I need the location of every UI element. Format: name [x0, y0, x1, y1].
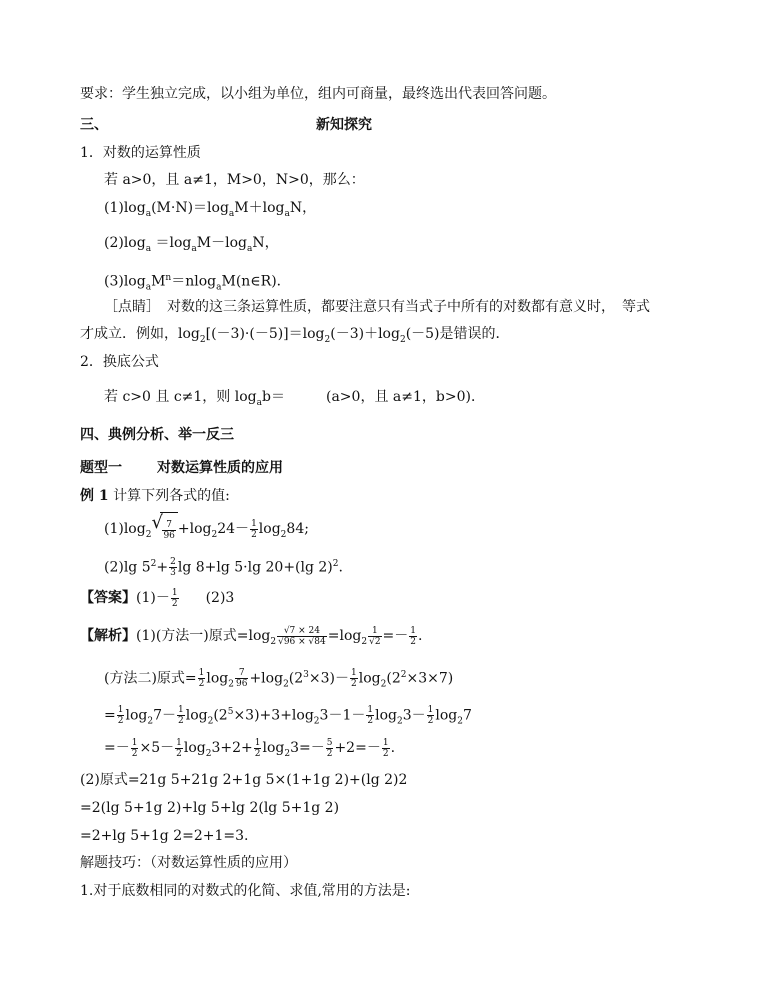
- analysis-line-2: (方法二)原式= $\frac{1}{2}$ $\log_2$ $\frac{7}{96}$ $+\log_2(2^3\times 3)-$ $\frac{1}{2}$ $\log_2(2^2\times 3\times 7)$: [104, 668, 454, 690]
- item1-title: 1．对数的运算性质: [80, 145, 201, 161]
- answer-line: 【答案】(1)－ $\frac{1}{2}$ (2)3: [80, 587, 235, 609]
- note-line-1: ［点睛］ 对数的这三条运算性质，都要注意只有当式子中所有的对数都有意义时， 等式: [104, 299, 650, 315]
- property-3: $(3)\log_aM^n=nlog_aM(n\in R)$．: [104, 273, 291, 293]
- item2-title: 2．换底公式: [80, 354, 159, 370]
- section3-title: 新知探究: [316, 117, 372, 133]
- change-of-base-formula: 若 c>0 且 c≠1，则 $\log_ab=$: [104, 389, 285, 408]
- type1-label: 题型一: [80, 460, 122, 476]
- section3-num: 三、: [80, 117, 108, 133]
- change-of-base-condition: (a>0，且 a≠1，b>0)．: [326, 389, 485, 405]
- tips-title: 解题技巧：（对数运算性质的应用）: [80, 855, 297, 871]
- type1-title: 对数运算性质的应用: [157, 460, 283, 476]
- property-2: $(2)\log_a =\log_aM-\log_aN$，: [104, 235, 279, 254]
- property-1: $(1)\log_a(M\cdot N)=\log_aM+\log_aN$，: [104, 200, 317, 219]
- example1-q1: $(1)\log_2$ √ $\frac{7}{96}$ $+\log_224-$ $\frac{1}{2}$ $\log_284$;: [104, 512, 309, 551]
- analysis-line-4: =－ $\frac{1}{2}$ ×5－ $\frac{1}{2}$ $\log_23+2+$ $\frac{1}{2}$ $\log_23=-$ $\frac{5}{2}$ +2=－ $\frac{1}{2}$ .: [104, 737, 396, 759]
- analysis-line-3: = $\frac{1}{2}$ $\log_27-$ $\frac{1}{2}$ $\log_2(2^5\times 3)+3+\log_23-1-$ $\frac{1}{2}$ $\log_23-$ $\frac{1}{2}$ $\log_27$: [104, 705, 472, 727]
- tips-item-1: 1.对于底数相同的对数式的化简、求值,常用的方法是:: [80, 883, 411, 899]
- analysis-line-7: =2+lg 5+1g 2=2+1=3.: [80, 828, 249, 844]
- analysis-line-1: 【解析】(1)(方法一)原式$=\log_2$ $\frac{√7 \times 24}{√96 \times √84}$ $=\log_2$ $\frac{1}{√2}$ =－ $\frac{1}{2}$ .: [80, 625, 423, 647]
- note-line-2: 才成立．例如，$\log_2[(-3)\cdot(-5)]=\log_2(-3)+\log_2(-5)$是错误的．: [80, 326, 510, 345]
- requirement-text: 要求：学生独立完成，以小组为单位，组内可商量，最终选出代表回答问题。: [80, 86, 556, 102]
- example1-heading: 例 1 计算下列各式的值:: [80, 488, 230, 504]
- analysis-line-5: (2)原式=21g 5+21g 2+1g 5×(1+1g 2)+(lg 2)2: [80, 772, 408, 788]
- item1-condition: 若 a>0，且 a≠1，M>0，N>0，那么：: [104, 172, 365, 188]
- analysis-line-6: =2(lg 5+1g 2)+lg 5+lg 2(lg 5+1g 2): [80, 800, 340, 816]
- section4-title: 四、典例分析、举一反三: [80, 427, 234, 443]
- example1-q2: (2)lg $5^2+$ $\frac{2}{3}$ lg 8+lg 5·lg 20+(lg 2)$^2$.: [104, 557, 343, 579]
